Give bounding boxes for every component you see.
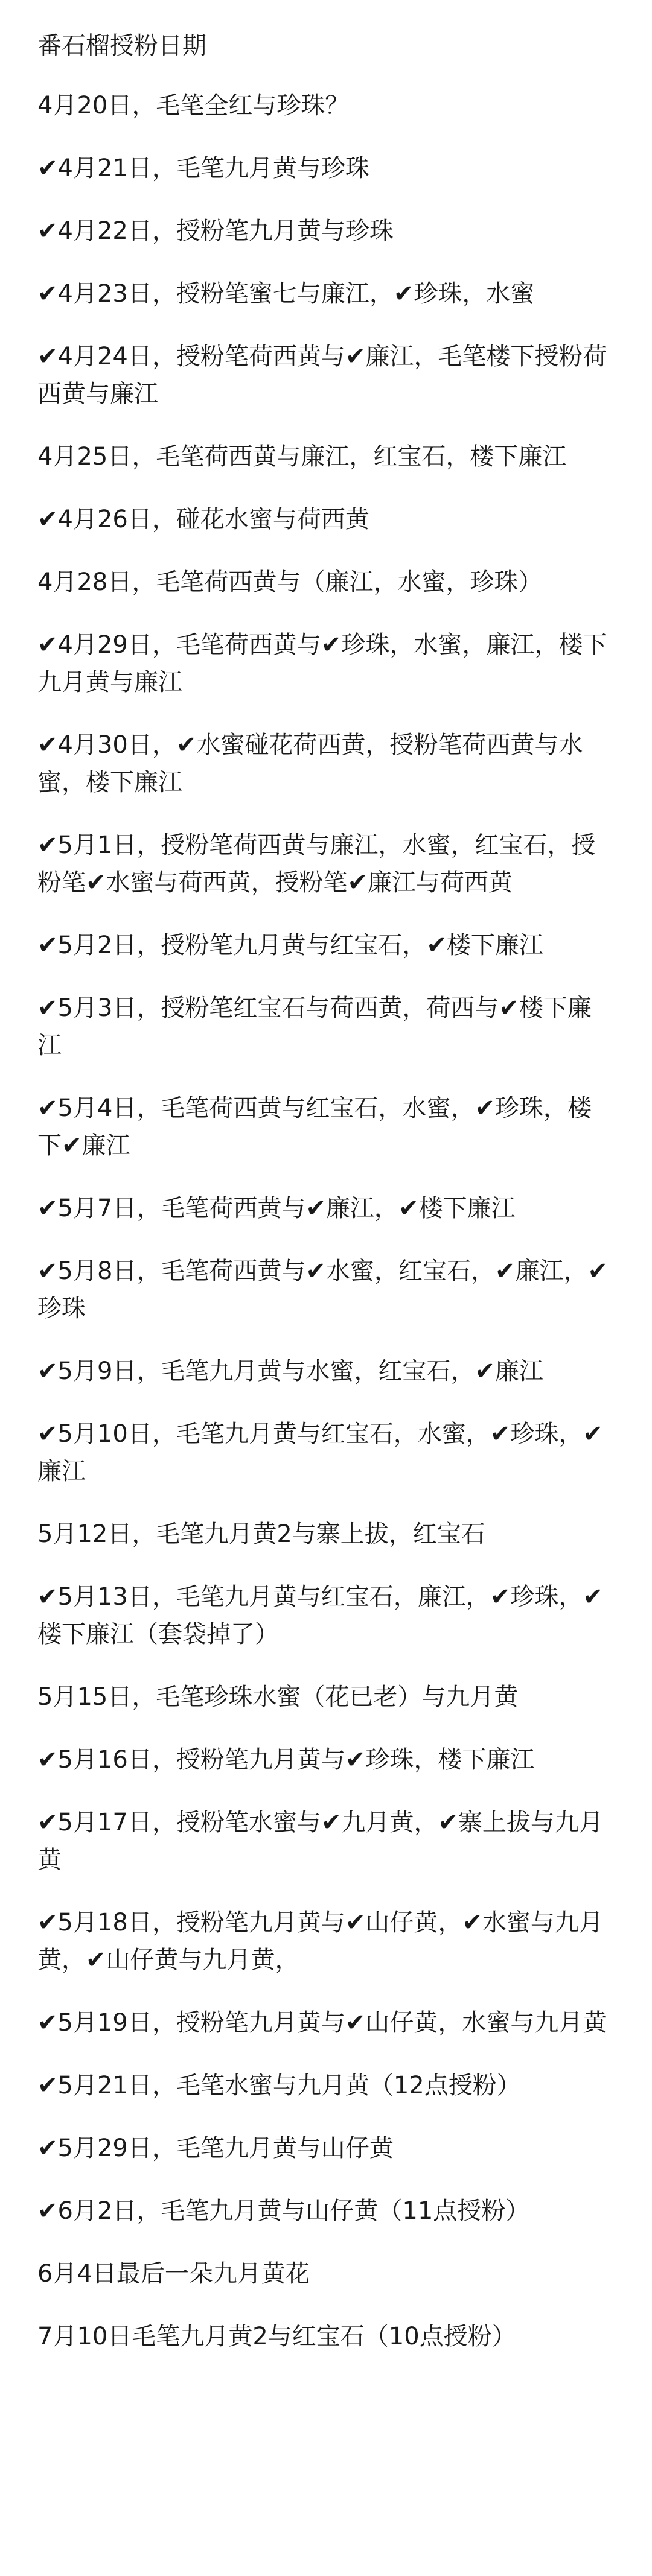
page-title: 番石榴授粉日期 xyxy=(37,32,206,60)
pollination-entry: ✔5月9日，毛笔九月黄与水蜜，红宝石，✔廉江 xyxy=(37,1357,543,1385)
pollination-entry: 4月20日，毛笔全红与珍珠？ xyxy=(37,92,350,119)
pollination-entry: ✔5月3日，授粉笔红宝石与荷西黄，荷西与✔楼下廉江 xyxy=(37,994,592,1059)
pollination-entry: 7月10日毛笔九月黄2与红宝石（10点授粉） xyxy=(37,2323,516,2350)
pollination-entry: ✔5月7日，毛笔荷西黄与✔廉江，✔楼下廉江 xyxy=(37,1194,516,1222)
pollination-entry: ✔5月18日，授粉笔九月黄与✔山仔黄，✔水蜜与九月黄，✔山仔黄与九月黄， xyxy=(37,1909,603,1974)
pollination-entry: ✔4月23日，授粉笔蜜七与廉江，✔珍珠，水蜜 xyxy=(37,280,535,308)
pollination-entry: ✔4月22日，授粉笔九月黄与珍珠 xyxy=(37,217,394,245)
pollination-entry: ✔5月29日，毛笔九月黄与山仔黄 xyxy=(37,2134,394,2162)
pollination-entry: ✔4月24日，授粉笔荷西黄与✔廉江，毛笔楼下授粉荷西黄与廉江 xyxy=(37,343,607,408)
pollination-entry: ✔5月19日，授粉笔九月黄与✔山仔黄，水蜜与九月黄 xyxy=(37,2009,607,2037)
pollination-entry: ✔5月2日，授粉笔九月黄与红宝石，✔楼下廉江 xyxy=(37,931,543,959)
pollination-entry: 5月15日，毛笔珍珠水蜜（花已老）与九月黄 xyxy=(37,1683,519,1711)
pollination-entry: ✔4月29日，毛笔荷西黄与✔珍珠，水蜜，廉江，楼下九月黄与廉江 xyxy=(37,631,607,696)
pollination-entry: 5月12日，毛笔九月黄2与寨上拔，红宝石 xyxy=(37,1520,485,1548)
pollination-entry: ✔5月21日，毛笔水蜜与九月黄（12点授粉） xyxy=(37,2072,521,2099)
pollination-entry: ✔5月10日，毛笔九月黄与红宝石，水蜜，✔珍珠，✔廉江 xyxy=(37,1420,603,1485)
pollination-entry: ✔4月26日，碰花水蜜与荷西黄 xyxy=(37,506,369,533)
pollination-entry: ✔6月2日，毛笔九月黄与山仔黄（11点授粉） xyxy=(37,2197,530,2225)
pollination-entry: 4月25日，毛笔荷西黄与廉江，红宝石，楼下廉江 xyxy=(37,443,567,471)
pollination-entry-list xyxy=(37,87,615,2355)
pollination-entry: ✔5月13日，毛笔九月黄与红宝石，廉江，✔珍珠，✔楼下廉江（套袋掉了） xyxy=(37,1583,603,1648)
pollination-entry: ✔5月17日，授粉笔水蜜与✔九月黄，✔寨上拔与九月黄 xyxy=(37,1809,603,1874)
pollination-entry: ✔5月4日，毛笔荷西黄与红宝石，水蜜，✔珍珠，楼下✔廉江 xyxy=(37,1094,592,1160)
pollination-entry: 4月28日，毛笔荷西黄与（廉江，水蜜，珍珠） xyxy=(37,568,543,596)
pollination-entry: ✔4月21日，毛笔九月黄与珍珠 xyxy=(37,154,369,182)
pollination-entry: 6月4日最后一朵九月黄花 xyxy=(37,2260,310,2288)
pollination-entry: ✔4月30日，✔水蜜碰花荷西黄，授粉笔荷西黄与水蜜，楼下廉江 xyxy=(37,731,583,796)
pollination-entry: ✔5月1日，授粉笔荷西黄与廉江，水蜜，红宝石，授粉笔✔水蜜与荷西黄，授粉笔✔廉江与荷西黄 xyxy=(37,831,596,896)
pollination-entry: ✔5月8日，毛笔荷西黄与✔水蜜，红宝石，✔廉江，✔珍珠 xyxy=(37,1257,608,1322)
pollination-entry: ✔5月16日，授粉笔九月黄与✔珍珠，楼下廉江 xyxy=(37,1746,535,1774)
